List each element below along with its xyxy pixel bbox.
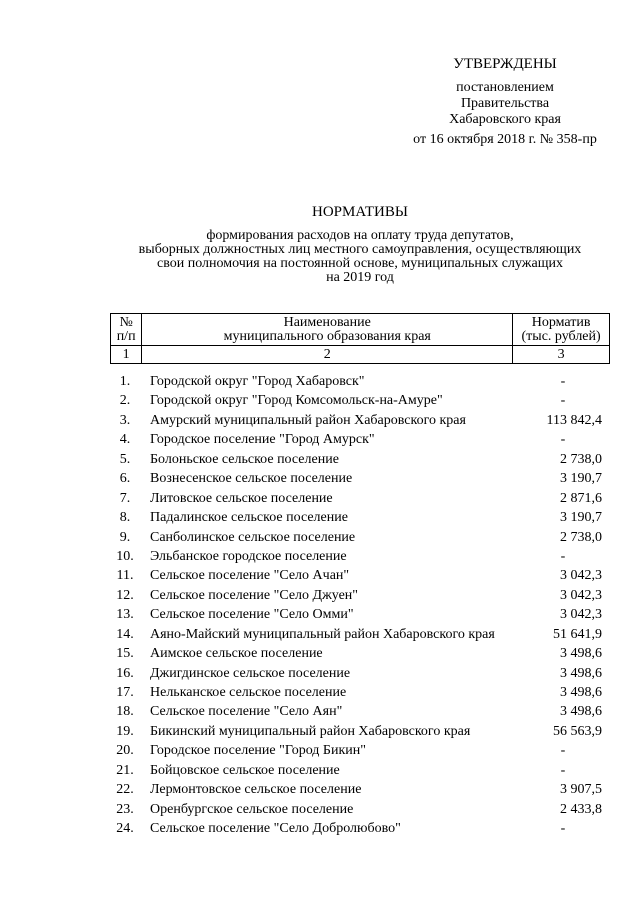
row-number: 9. bbox=[119, 529, 131, 545]
approval-line-3: Хабаровского края bbox=[449, 112, 561, 127]
row-municipality-name: Сельское поселение "Село Ачан" bbox=[150, 568, 350, 584]
table-row bbox=[110, 547, 610, 566]
row-municipality-name: Городской округ "Город Хабаровск" bbox=[150, 374, 365, 389]
row-norm-value: 3 498,6 bbox=[560, 685, 602, 700]
header-norm-line-2: (тыс. рублей) bbox=[521, 328, 601, 344]
row-number: 15. bbox=[116, 646, 134, 662]
column-number-1: 1 bbox=[111, 346, 142, 364]
table-row bbox=[110, 800, 610, 819]
header-name bbox=[142, 314, 513, 346]
row-number: 1. bbox=[119, 374, 131, 389]
approval-line-2: Правительства bbox=[460, 96, 550, 111]
row-norm-value: - bbox=[560, 762, 566, 778]
row-number: 8. bbox=[119, 510, 131, 526]
document-title-block bbox=[100, 203, 620, 285]
header-num-line-2: п/п bbox=[116, 328, 136, 344]
column-number-2: 2 bbox=[142, 346, 513, 364]
row-norm-value: - bbox=[560, 743, 566, 759]
document-subtitle-line-1: формирования расходов на оплату труда депутатов, bbox=[206, 228, 514, 243]
table-row bbox=[110, 489, 610, 508]
row-number: 11. bbox=[116, 568, 134, 584]
row-norm-value: 51 641,9 bbox=[553, 626, 602, 642]
header-num bbox=[111, 314, 142, 346]
row-municipality-name: Нельканское сельское поселение bbox=[150, 685, 347, 700]
row-municipality-name: Лермонтовское сельское поселение bbox=[150, 782, 362, 798]
row-municipality-name: Санболинское сельское поселение bbox=[150, 529, 356, 545]
row-number: 20. bbox=[116, 743, 134, 759]
row-municipality-name: Бойцовское сельское поселение bbox=[150, 762, 340, 778]
row-municipality-name: Литовское сельское поселение bbox=[150, 490, 333, 506]
table-row bbox=[110, 469, 610, 488]
row-norm-value: 113 842,4 bbox=[546, 412, 602, 428]
approval-stamp bbox=[400, 56, 610, 148]
row-number: 16. bbox=[116, 665, 134, 681]
table-row bbox=[110, 566, 610, 585]
table-row bbox=[110, 780, 610, 799]
row-municipality-name: Сельское поселение "Село Омми" bbox=[150, 607, 354, 623]
row-number: 5. bbox=[119, 451, 131, 467]
table-row bbox=[110, 819, 610, 838]
row-norm-value: - bbox=[560, 821, 566, 837]
header-num-line-1: № bbox=[119, 314, 133, 330]
document-subtitle-line-4: на 2019 год bbox=[326, 270, 394, 285]
document-subtitle-line-3: свои полномочия на постоянной основе, муниципальных служащих bbox=[157, 256, 563, 271]
approval-line-1: постановлением bbox=[456, 80, 554, 95]
header-name-line-1: Наименование bbox=[283, 314, 371, 330]
row-norm-value: 56 563,9 bbox=[553, 723, 602, 739]
row-municipality-name: Городское поселение "Город Амурск" bbox=[150, 432, 375, 448]
row-municipality-name: Амурский муниципальный район Хабаровского края bbox=[150, 412, 466, 428]
table-body bbox=[110, 372, 610, 839]
row-number: 14. bbox=[116, 626, 134, 642]
row-municipality-name: Эльбанское городское поселение bbox=[150, 548, 347, 564]
header-norm bbox=[513, 314, 610, 346]
column-number-3: 3 bbox=[513, 346, 610, 364]
row-municipality-name: Городское поселение "Город Бикин" bbox=[150, 743, 366, 759]
row-norm-value: 3 907,5 bbox=[560, 782, 602, 798]
row-municipality-name: Падалинское сельское поселение bbox=[150, 510, 348, 526]
row-norm-value: 2 738,0 bbox=[560, 451, 602, 467]
row-municipality-name: Вознесенское сельское поселение bbox=[150, 471, 353, 487]
header-norm-line-1: Норматив bbox=[531, 314, 591, 330]
row-number: 2. bbox=[119, 393, 131, 409]
table-row bbox=[110, 411, 610, 430]
table-row bbox=[110, 761, 610, 780]
row-norm-value: 3 042,3 bbox=[560, 607, 602, 623]
row-municipality-name: Аяно-Майский муниципальный район Хабаровского края bbox=[150, 626, 495, 642]
row-norm-value: 3 190,7 bbox=[560, 471, 602, 487]
row-number: 7. bbox=[119, 490, 131, 506]
row-number: 12. bbox=[116, 587, 134, 603]
row-number: 13. bbox=[116, 607, 134, 623]
approval-heading: УТВЕРЖДЕНЫ bbox=[453, 56, 557, 72]
row-municipality-name: Джигдинское сельское поселение bbox=[150, 665, 351, 681]
row-number: 18. bbox=[116, 704, 134, 720]
row-municipality-name: Сельское поселение "Село Джуен" bbox=[150, 587, 359, 603]
table-row bbox=[110, 605, 610, 624]
row-norm-value: 2 433,8 bbox=[560, 801, 602, 817]
row-municipality-name: Аимское сельское поселение bbox=[150, 646, 323, 662]
row-norm-value: - bbox=[560, 548, 566, 564]
row-municipality-name: Сельское поселение "Село Аян" bbox=[150, 704, 343, 720]
row-norm-value: - bbox=[560, 432, 566, 448]
table-header bbox=[110, 313, 610, 364]
table-row bbox=[110, 702, 610, 721]
row-number: 23. bbox=[116, 801, 134, 817]
table-row bbox=[110, 391, 610, 410]
row-norm-value: 3 190,7 bbox=[560, 510, 602, 526]
row-norm-value: 3 498,6 bbox=[560, 704, 602, 720]
table-row bbox=[110, 741, 610, 760]
table-row bbox=[110, 722, 610, 741]
table-row bbox=[110, 644, 610, 663]
row-municipality-name: Болоньское сельское поселение bbox=[150, 451, 339, 467]
row-norm-value: - bbox=[560, 374, 566, 389]
row-number: 21. bbox=[116, 762, 134, 778]
row-municipality-name: Сельское поселение "Село Добролюбово" bbox=[150, 821, 401, 837]
row-norm-value: 2 871,6 bbox=[560, 490, 602, 506]
row-municipality-name: Городской округ "Город Комсомольск-на-Амуре" bbox=[150, 393, 443, 409]
document-subtitle-line-2: выборных должностных лиц местного самоуправления, осуществляющих bbox=[138, 242, 582, 257]
table-row bbox=[110, 683, 610, 702]
row-municipality-name: Бикинский муниципальный район Хабаровского края bbox=[150, 723, 471, 739]
row-number: 22. bbox=[116, 782, 134, 798]
table-row bbox=[110, 508, 610, 527]
document-title: НОРМАТИВЫ bbox=[312, 204, 408, 220]
row-norm-value: 3 042,3 bbox=[560, 568, 602, 584]
table-row bbox=[110, 528, 610, 547]
table-row bbox=[110, 586, 610, 605]
row-municipality-name: Оренбургское сельское поселение bbox=[150, 801, 354, 817]
row-number: 19. bbox=[116, 723, 134, 739]
table-row bbox=[110, 430, 610, 449]
table-row bbox=[110, 664, 610, 683]
row-number: 3. bbox=[119, 412, 131, 428]
row-norm-value: 3 498,6 bbox=[560, 646, 602, 662]
row-norm-value: 2 738,0 bbox=[560, 529, 602, 545]
table-row bbox=[110, 625, 610, 644]
table-row bbox=[110, 450, 610, 469]
table-row bbox=[110, 372, 610, 391]
row-number: 17. bbox=[116, 685, 134, 700]
row-norm-value: 3 042,3 bbox=[560, 587, 602, 603]
row-norm-value: 3 498,6 bbox=[560, 665, 602, 681]
row-number: 24. bbox=[116, 821, 134, 837]
row-number: 4. bbox=[119, 432, 131, 448]
row-norm-value: - bbox=[560, 393, 566, 409]
approval-date: от 16 октября 2018 г. № 358-пр bbox=[413, 132, 597, 147]
row-number: 10. bbox=[116, 548, 134, 564]
header-name-line-2: муниципального образования края bbox=[223, 328, 431, 344]
row-number: 6. bbox=[119, 471, 131, 487]
